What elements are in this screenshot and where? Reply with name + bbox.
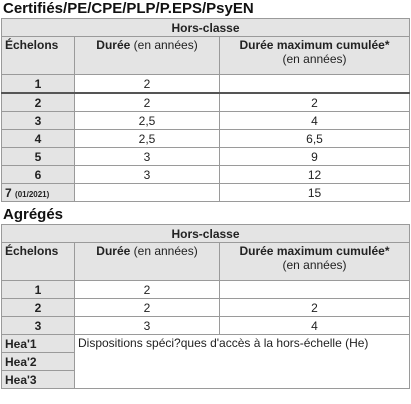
echelon-cell: 3 xyxy=(2,317,75,335)
max-cell: 6,5 xyxy=(220,130,410,148)
duree-header-label: Durée xyxy=(96,244,131,258)
certifies-title: Certifiés/PE/CPE/PLP/P.EPS/PsyEN xyxy=(3,0,254,17)
agreges-section xyxy=(0,206,411,389)
duree-cell: 2 xyxy=(75,93,220,112)
band-row xyxy=(2,225,410,243)
duree-cell xyxy=(75,184,220,202)
hea-cell: Hea'1 xyxy=(2,335,75,353)
echelons-header: Échelons xyxy=(2,243,75,281)
duree-header-unit: (en années) xyxy=(133,244,198,258)
band-row xyxy=(2,19,410,37)
max-header xyxy=(220,37,410,75)
echelon-cell: 1 xyxy=(2,281,75,299)
duree-cell: 2 xyxy=(75,281,220,299)
max-cell: 15 xyxy=(220,184,410,202)
max-header-label: Durée maximum cumulée* xyxy=(239,244,390,258)
max-cell: 12 xyxy=(220,166,410,184)
duree-cell: 3 xyxy=(75,166,220,184)
echelon-cell: 4 xyxy=(2,130,75,148)
duree-cell: 3 xyxy=(75,148,220,166)
max-header-unit: (en années) xyxy=(282,258,347,272)
certifies-table xyxy=(1,18,410,202)
table-row xyxy=(2,281,410,299)
hea-cell: Hea'2 xyxy=(2,353,75,371)
duree-header-label: Durée xyxy=(96,38,131,52)
dispositions-note: Dispositions spéci?ques d'accès à la hors-échelle (He) xyxy=(75,335,410,389)
agreges-title: Agrégés xyxy=(3,206,64,223)
max-cell xyxy=(220,281,410,299)
echelons-header: Échelons xyxy=(2,37,75,75)
echelon-cell: 1 xyxy=(2,75,75,94)
column-header-row xyxy=(2,37,410,75)
max-cell xyxy=(220,75,410,94)
table-row xyxy=(2,299,410,317)
duree-cell: 2,5 xyxy=(75,130,220,148)
table-row xyxy=(2,166,410,184)
table-row xyxy=(2,93,410,112)
duree-header-unit: (en années) xyxy=(133,38,198,52)
echelon-cell: 2 xyxy=(2,299,75,317)
hors-classe-band: Hors-classe xyxy=(2,19,410,37)
max-cell: 2 xyxy=(220,93,410,112)
echelon-cell: 5 xyxy=(2,148,75,166)
max-cell: 2 xyxy=(220,299,410,317)
max-cell: 4 xyxy=(220,112,410,130)
table-row xyxy=(2,148,410,166)
echelon-note: (01/2021) xyxy=(15,189,50,199)
hea-row xyxy=(2,335,410,353)
duree-cell: 2 xyxy=(75,299,220,317)
max-cell: 4 xyxy=(220,317,410,335)
duree-header xyxy=(75,243,220,281)
table-row xyxy=(2,112,410,130)
hea-cell: Hea'3 xyxy=(2,371,75,389)
hors-classe-band: Hors-classe xyxy=(2,225,410,243)
echelon-cell: 2 xyxy=(2,93,75,112)
duree-cell: 2,5 xyxy=(75,112,220,130)
table-row xyxy=(2,130,410,148)
echelon-number: 7 xyxy=(5,185,12,200)
column-header-row xyxy=(2,243,410,281)
table-row xyxy=(2,317,410,335)
max-header xyxy=(220,243,410,281)
max-header-label: Durée maximum cumulée* xyxy=(239,38,390,52)
echelon-cell xyxy=(2,184,75,202)
max-header-unit: (en années) xyxy=(282,52,347,66)
duree-header xyxy=(75,37,220,75)
max-cell: 9 xyxy=(220,148,410,166)
duree-cell: 3 xyxy=(75,317,220,335)
agreges-table xyxy=(1,224,410,389)
echelon-cell: 6 xyxy=(2,166,75,184)
echelon-cell: 3 xyxy=(2,112,75,130)
table-row xyxy=(2,184,410,202)
duree-cell: 2 xyxy=(75,75,220,94)
table-row xyxy=(2,75,410,94)
